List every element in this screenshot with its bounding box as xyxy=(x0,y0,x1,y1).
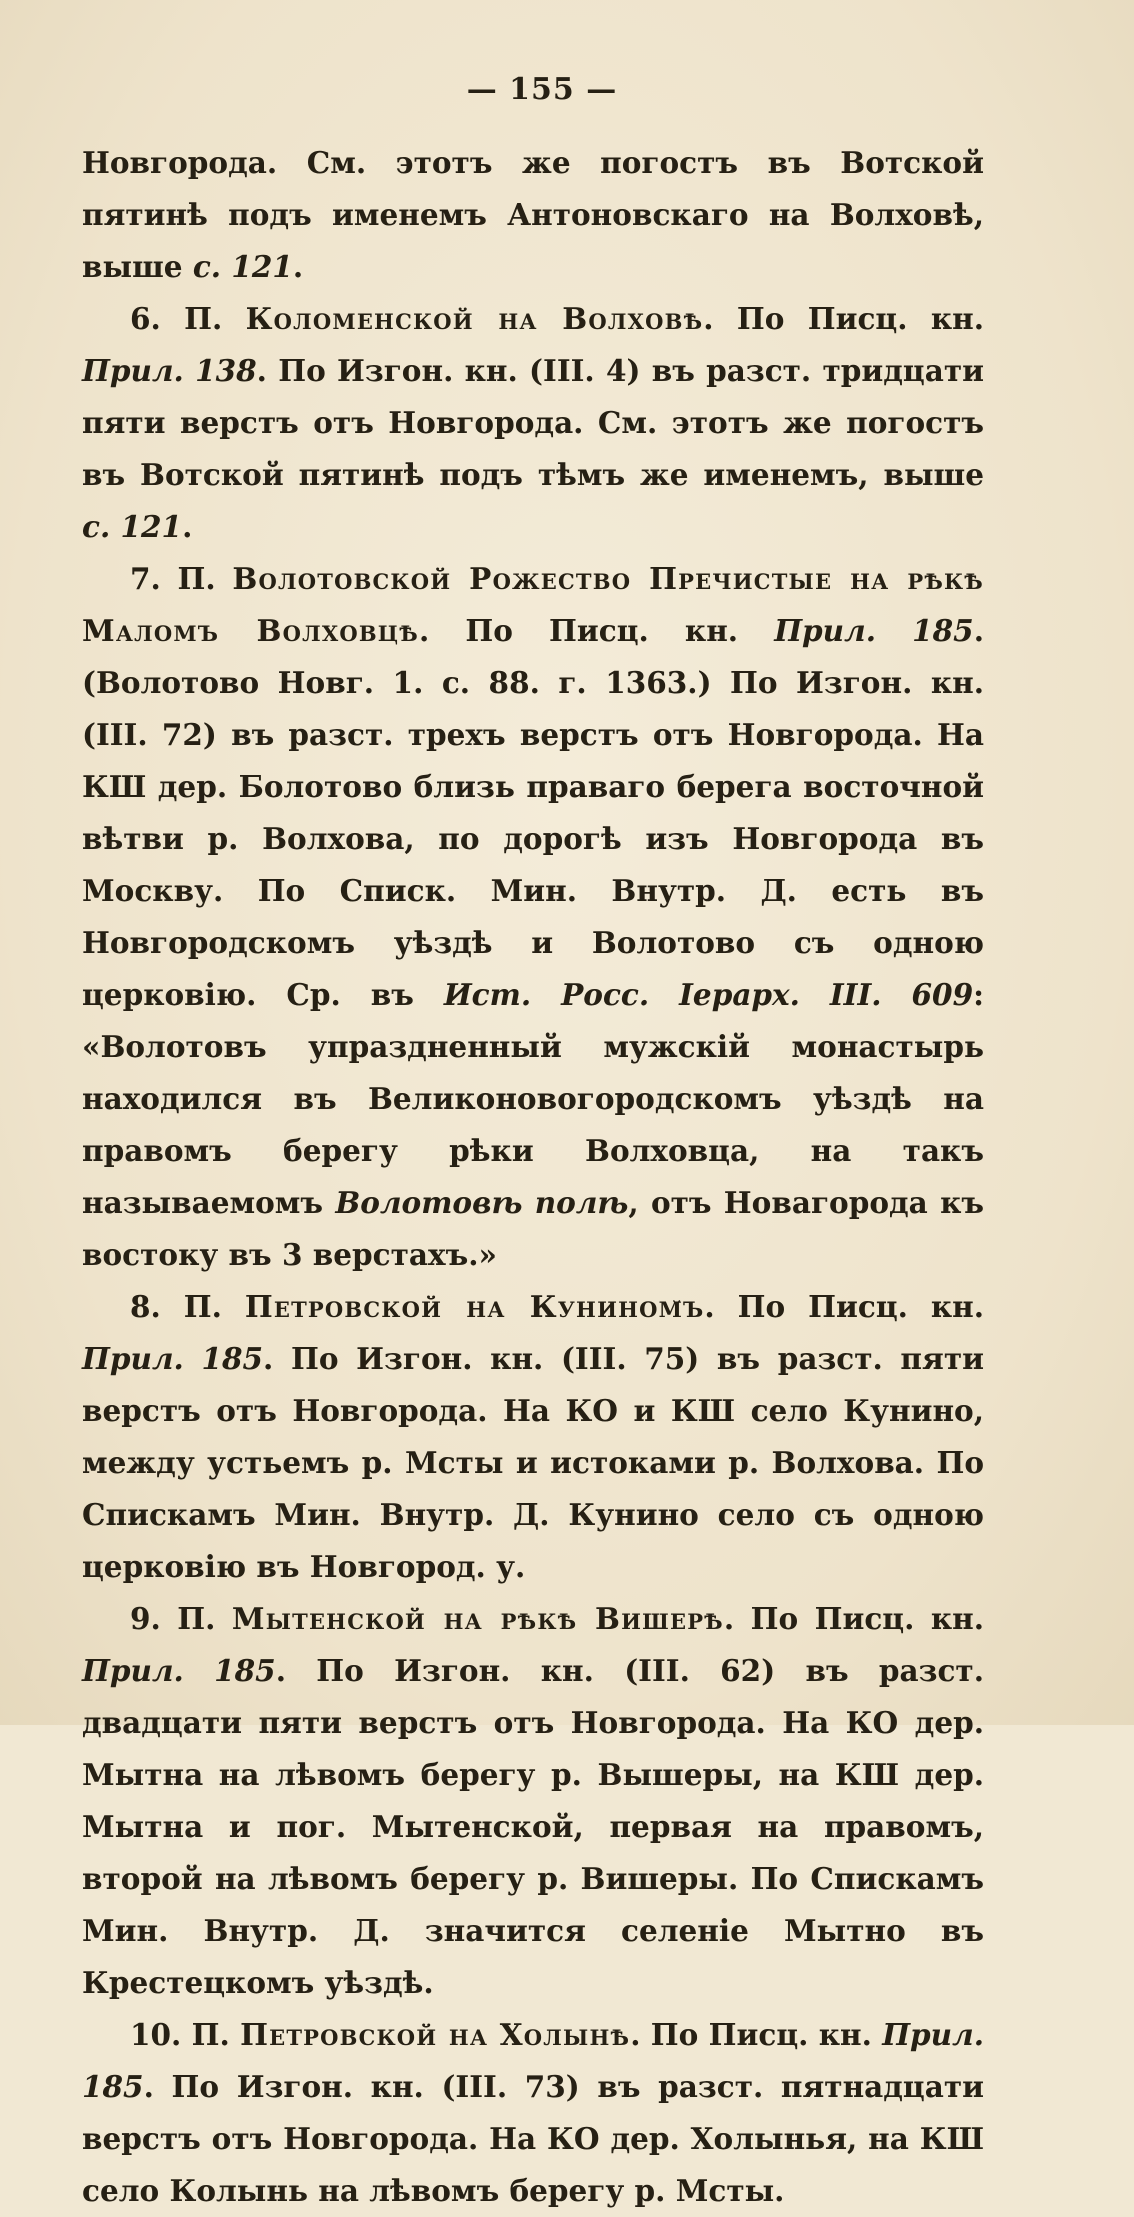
appendix-reference: Прил. 185 xyxy=(82,1653,276,1688)
entry-text: : «Волотовъ упраздненный мужскій монастырь находился въ Великоновогородскомъ уѣздѣ на правомъ берегу рѣки Волховца, на такъ называемомъ xyxy=(82,977,984,1220)
entry-text: Новгорода. См. этотъ же погостъ въ Вотской пятинѣ подъ именемъ Антоновскаго на Волховѣ, выше xyxy=(82,145,984,284)
pogost-name: Волотовской Рожество Пречистые на рѣкѣ Маломъ Волховцѣ xyxy=(82,561,984,648)
appendix-reference: Прил. 185 xyxy=(82,2017,984,2104)
pogost-name: Петровской на Холынѣ xyxy=(240,2017,631,2052)
entry-9 xyxy=(82,1593,984,2009)
entry-text: . По Писц. кн. xyxy=(723,1601,985,1636)
appendix-reference: Прил. 138 xyxy=(82,353,257,388)
entry-text: . (Волотово Новг. 1. с. 88. г. 1363.) По Изгон. кн. (III. 72) въ разст. трехъ верстъ отъ Новгорода. На КШ дер. Болотово близь праваго берега восточной вѣтви р. Волхова, по дорогѣ изъ Новгорода въ Москву. По Списк. Мин. Внутр. Д. есть въ Новгородскомъ уѣздѣ и Волотово съ одною церковію. Ср. въ xyxy=(82,613,984,1012)
entry-8 xyxy=(82,1281,984,1593)
pogost-name: Петровской на Кунином̆ъ xyxy=(244,1289,705,1324)
entry-text: . По Писц. кн. xyxy=(418,613,775,648)
entry-text: . По Изгон. кн. (III. 75) въ разст. пяти верстъ отъ Новгорода. На КО и КШ село Кунино, между устьемъ р. Мсты и истоками р. Волхова. По Спискамъ Мин. Внутр. Д. Кунино село съ одною церковію въ Новгород. у. xyxy=(82,1341,984,1584)
page-number: — 155 — xyxy=(466,72,618,107)
entry-text: . По Изгон. кн. (III. 4) въ разст. тридцати пяти верстъ отъ Новгорода. См. этотъ же погостъ въ Вотской пятинѣ подъ тѣмъ же именемъ, выше xyxy=(82,353,984,492)
source-reference: Ист. Росс. Іерарх. III. 609 xyxy=(443,977,974,1012)
entry-number: 9. П. xyxy=(130,1601,232,1636)
entry-text: . По Писц. кн. xyxy=(630,2017,883,2052)
entry-text: . По Изгон. кн. (III. 62) въ разст. двадцати пяти верстъ отъ Новгорода. На КО дер. Мытна на лѣвомъ берегу р. Вышеры, на КШ дер. Мытна и пог. Мытенской, первая на правомъ, второй на лѣвомъ берегу р. Вишеры. По Спискамъ Мин. Внутр. Д. значится селеніе Мытно въ Крестецкомъ уѣздѣ. xyxy=(82,1653,984,2000)
page-reference: с. 121 xyxy=(192,249,293,284)
place-name: Волотовѣ полѣ xyxy=(335,1185,629,1220)
entry-continuation xyxy=(82,137,984,293)
entry-number: 6. П. xyxy=(130,301,246,336)
appendix-reference: Прил. 185 xyxy=(774,613,974,648)
page-reference: с. 121 xyxy=(82,509,183,544)
pogost-name: Мытенской на рѣкѣ Вишерѣ xyxy=(231,1601,724,1636)
entry-6 xyxy=(82,293,984,553)
entry-text: . По Изгон. кн. (III. 73) въ разст. пятнадцати верстъ отъ Новгорода. На КО дер. Холынья, на КШ село Колынь на лѣвомъ берегу р. Мсты. xyxy=(82,2069,984,2208)
pogost-name: Коломенской на Волховѣ xyxy=(245,301,704,336)
entry-number: 7. П. xyxy=(130,561,233,596)
entry-text: . По Писц. кн. xyxy=(704,1289,985,1324)
entry-text: . xyxy=(292,249,304,284)
entry-10 xyxy=(82,2009,984,2217)
entry-number: 8. П. xyxy=(130,1289,245,1324)
entry-text: , отъ Новагорода къ востоку въ 3 верстахъ.» xyxy=(82,1185,985,1272)
entry-text: . По Писц. кн. xyxy=(703,301,984,336)
entry-number: 10. П. xyxy=(130,2017,241,2052)
entry-text: . xyxy=(182,509,193,544)
appendix-reference: Прил. 185 xyxy=(82,1341,264,1376)
entry-7 xyxy=(82,553,984,1281)
